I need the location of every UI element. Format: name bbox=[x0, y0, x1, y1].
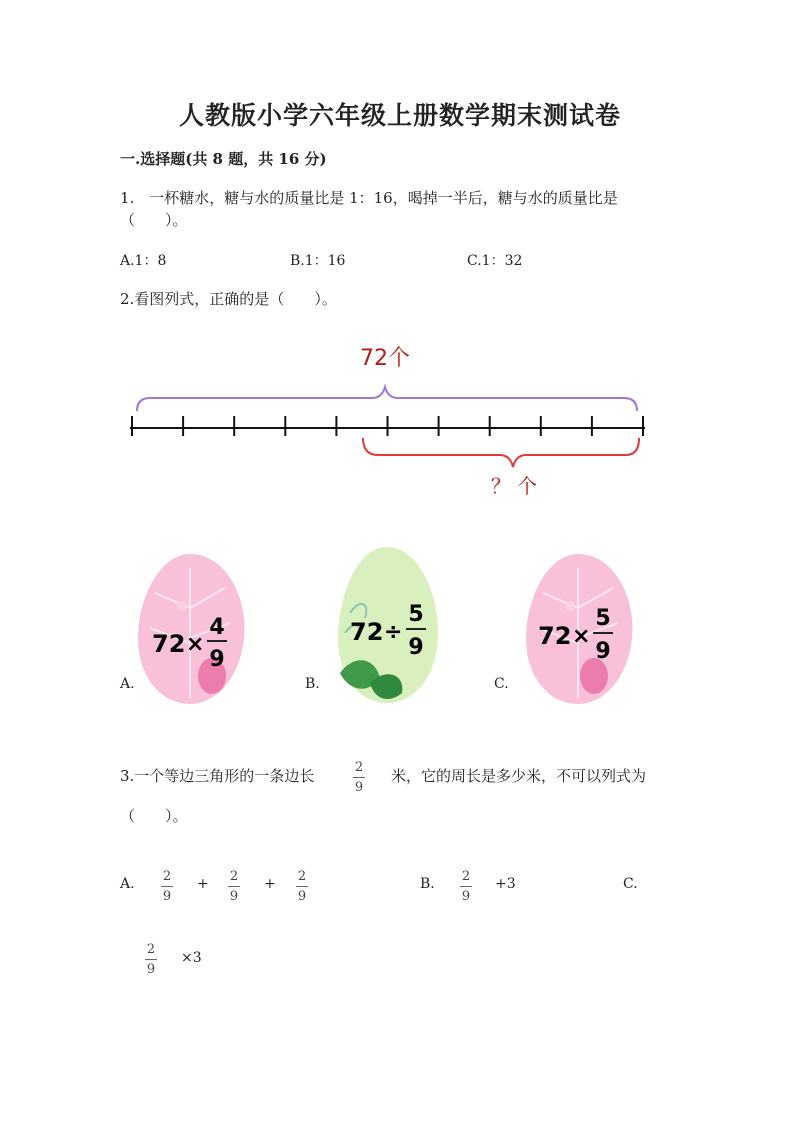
q2-option-b-card[interactable] bbox=[330, 543, 445, 708]
svg-text:5: 5 bbox=[595, 606, 611, 631]
unknown-label: ？ 个 bbox=[490, 474, 538, 498]
q3-a-fraction-2: 2 9 bbox=[229, 869, 239, 904]
q3-side-fraction: 2 9 bbox=[354, 760, 364, 795]
section-heading: 一.选择题(共 8 题，共 16 分) bbox=[120, 150, 327, 168]
svg-text:9: 9 bbox=[595, 639, 611, 664]
q1-option-b[interactable]: B.1：16 bbox=[290, 253, 346, 269]
page-title: 人教版小学六年级上册数学期末测试卷 bbox=[178, 101, 621, 130]
q3-blank: （ ）。 bbox=[120, 807, 188, 825]
q2-option-a-letter[interactable]: A. bbox=[120, 676, 135, 692]
q1-option-c[interactable]: C.1：32 bbox=[467, 253, 523, 269]
q3-c-suffix: ×3 bbox=[181, 950, 202, 966]
q3-option-b[interactable]: B. bbox=[420, 876, 435, 892]
q3-a-plus-1: + bbox=[197, 876, 209, 892]
svg-text:72: 72 bbox=[152, 630, 186, 658]
q3-b-suffix: +3 bbox=[495, 876, 516, 892]
svg-text:9: 9 bbox=[408, 635, 424, 660]
total-label: 72个 bbox=[360, 346, 410, 371]
svg-text:72: 72 bbox=[538, 622, 572, 650]
q2-text: 2.看图列式，正确的是（ ）。 bbox=[120, 290, 337, 308]
svg-text:÷: ÷ bbox=[384, 620, 403, 645]
svg-text:5: 5 bbox=[408, 602, 424, 627]
q3-c-fraction: 2 9 bbox=[146, 942, 156, 977]
q3-a-plus-2: + bbox=[264, 876, 276, 892]
q3-a-fraction-3: 2 9 bbox=[297, 869, 307, 904]
q2-option-c-card[interactable] bbox=[518, 548, 638, 708]
red-brace bbox=[363, 438, 639, 467]
svg-text:9: 9 bbox=[209, 647, 225, 672]
q3-option-a[interactable]: A. bbox=[120, 876, 135, 892]
q1-option-a[interactable]: A.1：8 bbox=[120, 253, 167, 269]
q3-a-fraction-1: 2 9 bbox=[162, 869, 172, 904]
q1-blank: （ ）。 bbox=[120, 211, 188, 229]
svg-text:×: × bbox=[572, 624, 591, 649]
q3-text-end: 米，它的周长是多少米，不可以列式为 bbox=[391, 767, 647, 785]
purple-brace bbox=[137, 387, 637, 411]
q2-option-b-letter[interactable]: B. bbox=[305, 676, 320, 692]
segment-diagram bbox=[0, 330, 800, 510]
q3-b-fraction: 2 9 bbox=[461, 869, 471, 904]
q3-option-c[interactable]: C. bbox=[623, 876, 638, 892]
svg-text:4: 4 bbox=[209, 615, 225, 640]
svg-text:×: × bbox=[186, 632, 205, 657]
q2-option-a-card[interactable] bbox=[130, 548, 250, 708]
svg-text:72: 72 bbox=[350, 618, 384, 646]
q2-option-c-letter[interactable]: C. bbox=[494, 676, 509, 692]
q3-text-start: 3.一个等边三角形的一条边长 bbox=[120, 767, 315, 785]
tick-marks bbox=[132, 416, 643, 436]
q1-text: 1. 一杯糖水，糖与水的质量比是 1：16，喝掉一半后，糖与水的质量比是 bbox=[120, 189, 618, 207]
